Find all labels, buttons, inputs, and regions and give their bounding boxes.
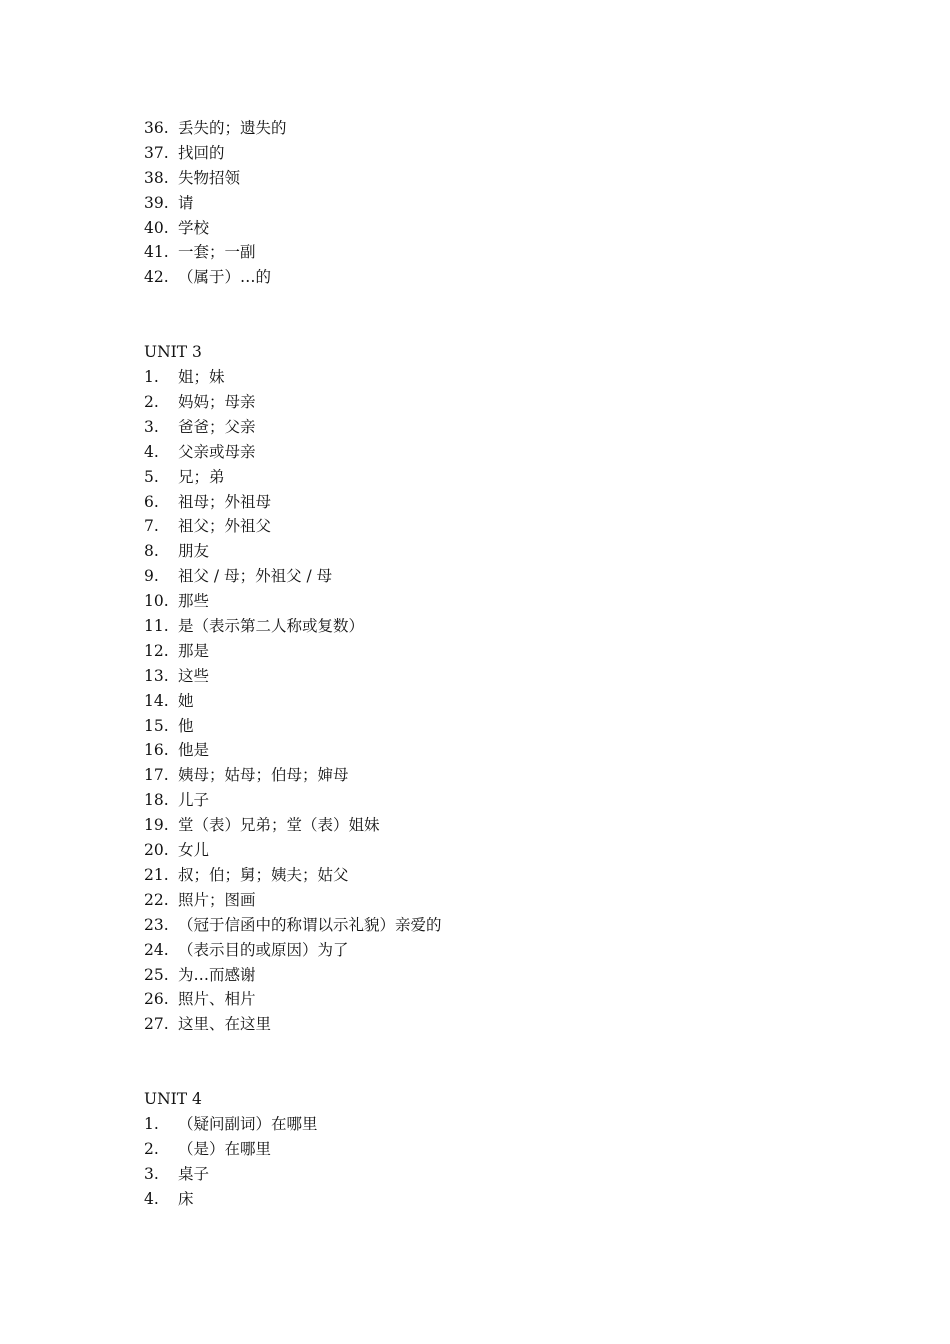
item-text: 照片、相片 bbox=[178, 990, 256, 1009]
item-text: 学校 bbox=[178, 218, 210, 237]
list-item bbox=[144, 614, 844, 639]
list-item bbox=[144, 589, 844, 614]
list-item bbox=[144, 788, 844, 813]
list-item bbox=[144, 166, 844, 191]
item-text: 找回的 bbox=[178, 143, 225, 162]
item-number: 1. bbox=[144, 1115, 159, 1134]
list-item bbox=[144, 465, 844, 490]
item-number: 3. bbox=[144, 1164, 159, 1183]
list-item bbox=[144, 689, 844, 714]
item-text: 堂（表）兄弟；堂（表）姐妹 bbox=[178, 816, 380, 835]
item-number: 15. bbox=[144, 716, 169, 735]
item-number: 6. bbox=[144, 492, 159, 511]
item-text: （属于）…的 bbox=[178, 268, 272, 287]
list-item bbox=[144, 1162, 844, 1187]
item-number: 22. bbox=[144, 890, 169, 909]
list-item bbox=[144, 440, 844, 465]
item-text: 祖父 / 母；外祖父 / 母 bbox=[178, 567, 333, 586]
list-item bbox=[144, 539, 844, 564]
item-text: 姨母；姑母；伯母；婶母 bbox=[178, 766, 349, 785]
item-text: 这些 bbox=[178, 666, 210, 685]
item-number: 42. bbox=[144, 268, 169, 287]
list-item bbox=[144, 1137, 844, 1162]
item-text: 请 bbox=[178, 193, 194, 212]
list-item bbox=[144, 1187, 844, 1212]
item-number: 13. bbox=[144, 666, 169, 685]
item-text: 失物招领 bbox=[178, 168, 241, 187]
item-number: 26. bbox=[144, 990, 169, 1009]
item-text: 照片；图画 bbox=[178, 890, 256, 909]
item-number: 5. bbox=[144, 467, 159, 486]
item-number: 25. bbox=[144, 965, 169, 984]
item-text: 她 bbox=[178, 691, 194, 710]
item-text: 床 bbox=[178, 1189, 194, 1208]
item-text: 那是 bbox=[178, 641, 210, 660]
item-text: 为…而感谢 bbox=[178, 965, 256, 984]
item-text: 兄；弟 bbox=[178, 467, 225, 486]
item-text: 爸爸；父亲 bbox=[178, 417, 256, 436]
item-text: 祖父；外祖父 bbox=[178, 517, 272, 536]
list-item bbox=[144, 763, 844, 788]
item-number: 16. bbox=[144, 741, 169, 760]
list-item bbox=[144, 415, 844, 440]
list-item bbox=[144, 987, 844, 1012]
list-item bbox=[144, 365, 844, 390]
item-number: 7. bbox=[144, 517, 159, 536]
list-item bbox=[144, 514, 844, 539]
item-number: 39. bbox=[144, 193, 169, 212]
list-item bbox=[144, 838, 844, 863]
list-item bbox=[144, 1112, 844, 1137]
item-text: （疑问副词）在哪里 bbox=[178, 1115, 318, 1134]
unit-heading: UNIT 3 bbox=[144, 343, 202, 362]
item-text: 儿子 bbox=[178, 791, 210, 810]
item-text: 妈妈；母亲 bbox=[178, 393, 256, 412]
list-item bbox=[144, 141, 844, 166]
item-number: 4. bbox=[144, 1189, 159, 1208]
item-number: 40. bbox=[144, 218, 169, 237]
item-number: 2. bbox=[144, 1139, 159, 1158]
item-text: 丢失的；遗失的 bbox=[178, 119, 287, 137]
item-number: 1. bbox=[144, 368, 159, 387]
list-item bbox=[144, 938, 844, 963]
item-text: 父亲或母亲 bbox=[178, 442, 256, 461]
item-text: （冠于信函中的称谓以示礼貌）亲爱的 bbox=[178, 915, 442, 934]
unit-heading: UNIT 4 bbox=[144, 1090, 202, 1109]
item-number: 27. bbox=[144, 1015, 169, 1034]
item-text: 这里、在这里 bbox=[178, 1015, 272, 1034]
list-item bbox=[144, 265, 844, 290]
item-text: 那些 bbox=[178, 592, 210, 611]
item-number: 41. bbox=[144, 243, 169, 262]
item-text: 他是 bbox=[178, 741, 210, 760]
item-number: 37. bbox=[144, 143, 169, 162]
section-spacer bbox=[144, 1037, 844, 1087]
item-text: 叔；伯；舅；姨夫；姑父 bbox=[178, 865, 349, 884]
item-text: 祖母；外祖母 bbox=[178, 492, 272, 511]
item-number: 11. bbox=[144, 617, 169, 636]
item-text: （是）在哪里 bbox=[178, 1139, 272, 1158]
list-item bbox=[144, 963, 844, 988]
list-item bbox=[144, 863, 844, 888]
item-text: 姐；妹 bbox=[178, 368, 225, 387]
item-text: 是（表示第二人称或复数） bbox=[178, 617, 365, 636]
item-number: 9. bbox=[144, 567, 159, 586]
list-item bbox=[144, 813, 844, 838]
item-text: 女儿 bbox=[178, 841, 210, 860]
list-item bbox=[144, 116, 844, 141]
item-text: 朋友 bbox=[178, 542, 210, 561]
item-number: 23. bbox=[144, 915, 169, 934]
item-number: 4. bbox=[144, 442, 159, 461]
list-item bbox=[144, 714, 844, 739]
document-page bbox=[144, 116, 844, 1212]
list-item bbox=[144, 191, 844, 216]
item-text: 桌子 bbox=[178, 1164, 210, 1183]
vocab-section bbox=[144, 1087, 844, 1211]
item-number: 2. bbox=[144, 393, 159, 412]
list-item bbox=[144, 564, 844, 589]
section-spacer bbox=[144, 290, 844, 340]
list-item bbox=[144, 216, 844, 241]
item-number: 18. bbox=[144, 791, 169, 810]
item-number: 19. bbox=[144, 816, 169, 835]
list-item bbox=[144, 240, 844, 265]
item-number: 12. bbox=[144, 641, 169, 660]
item-text: （表示目的或原因）为了 bbox=[178, 940, 349, 959]
item-number: 17. bbox=[144, 766, 169, 785]
item-text: 他 bbox=[178, 716, 194, 735]
list-item bbox=[144, 888, 844, 913]
item-number: 3. bbox=[144, 417, 159, 436]
list-item bbox=[144, 913, 844, 938]
list-item bbox=[144, 390, 844, 415]
list-item bbox=[144, 738, 844, 763]
item-number: 10. bbox=[144, 592, 169, 611]
item-number: 38. bbox=[144, 168, 169, 187]
item-number: 14. bbox=[144, 691, 169, 710]
list-item bbox=[144, 1012, 844, 1037]
vocab-section bbox=[144, 340, 844, 1037]
vocab-section bbox=[144, 116, 844, 290]
item-number: 21. bbox=[144, 865, 169, 884]
list-item bbox=[144, 639, 844, 664]
item-number: 8. bbox=[144, 542, 159, 561]
item-text: 一套；一副 bbox=[178, 243, 256, 262]
item-number: 36. bbox=[144, 119, 169, 137]
item-number: 20. bbox=[144, 841, 169, 860]
item-number: 24. bbox=[144, 940, 169, 959]
list-item bbox=[144, 664, 844, 689]
list-item bbox=[144, 490, 844, 515]
